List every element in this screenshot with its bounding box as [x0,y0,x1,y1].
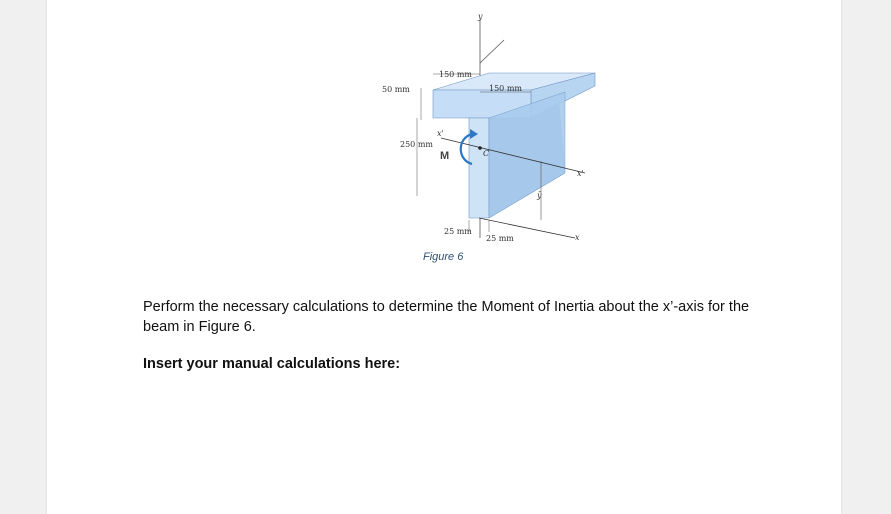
dim-150-left: 150 mm [439,70,472,79]
figure-caption: Figure 6 [423,251,464,263]
centroid-point [478,146,482,150]
y-axis-label: y [478,12,483,21]
dim-150-right: 150 mm [489,84,522,93]
question-text: Perform the necessary calculations to determine the Moment of Inertia about the x’-axis for the beam in Figure 6. [143,299,750,335]
dim-250: 250 mm [400,140,433,149]
beam-figure [329,8,584,248]
dim-25-left: 25 mm [444,227,472,236]
x-prime-label-right: x' [577,169,584,178]
x-axis-label: x [575,233,580,242]
t-beam-diagram [329,8,584,248]
document-page [47,0,841,514]
y-bar-label: ȳ [537,191,542,200]
x-prime-label-left: x' [437,129,444,138]
dim-25-right: 25 mm [486,234,514,243]
centroid-label: C [483,149,490,158]
z-axis-line [480,40,504,63]
moment-label: M [440,150,450,162]
calculations-prompt: Insert your manual calculations here: [143,356,401,372]
dim-50: 50 mm [382,85,410,94]
